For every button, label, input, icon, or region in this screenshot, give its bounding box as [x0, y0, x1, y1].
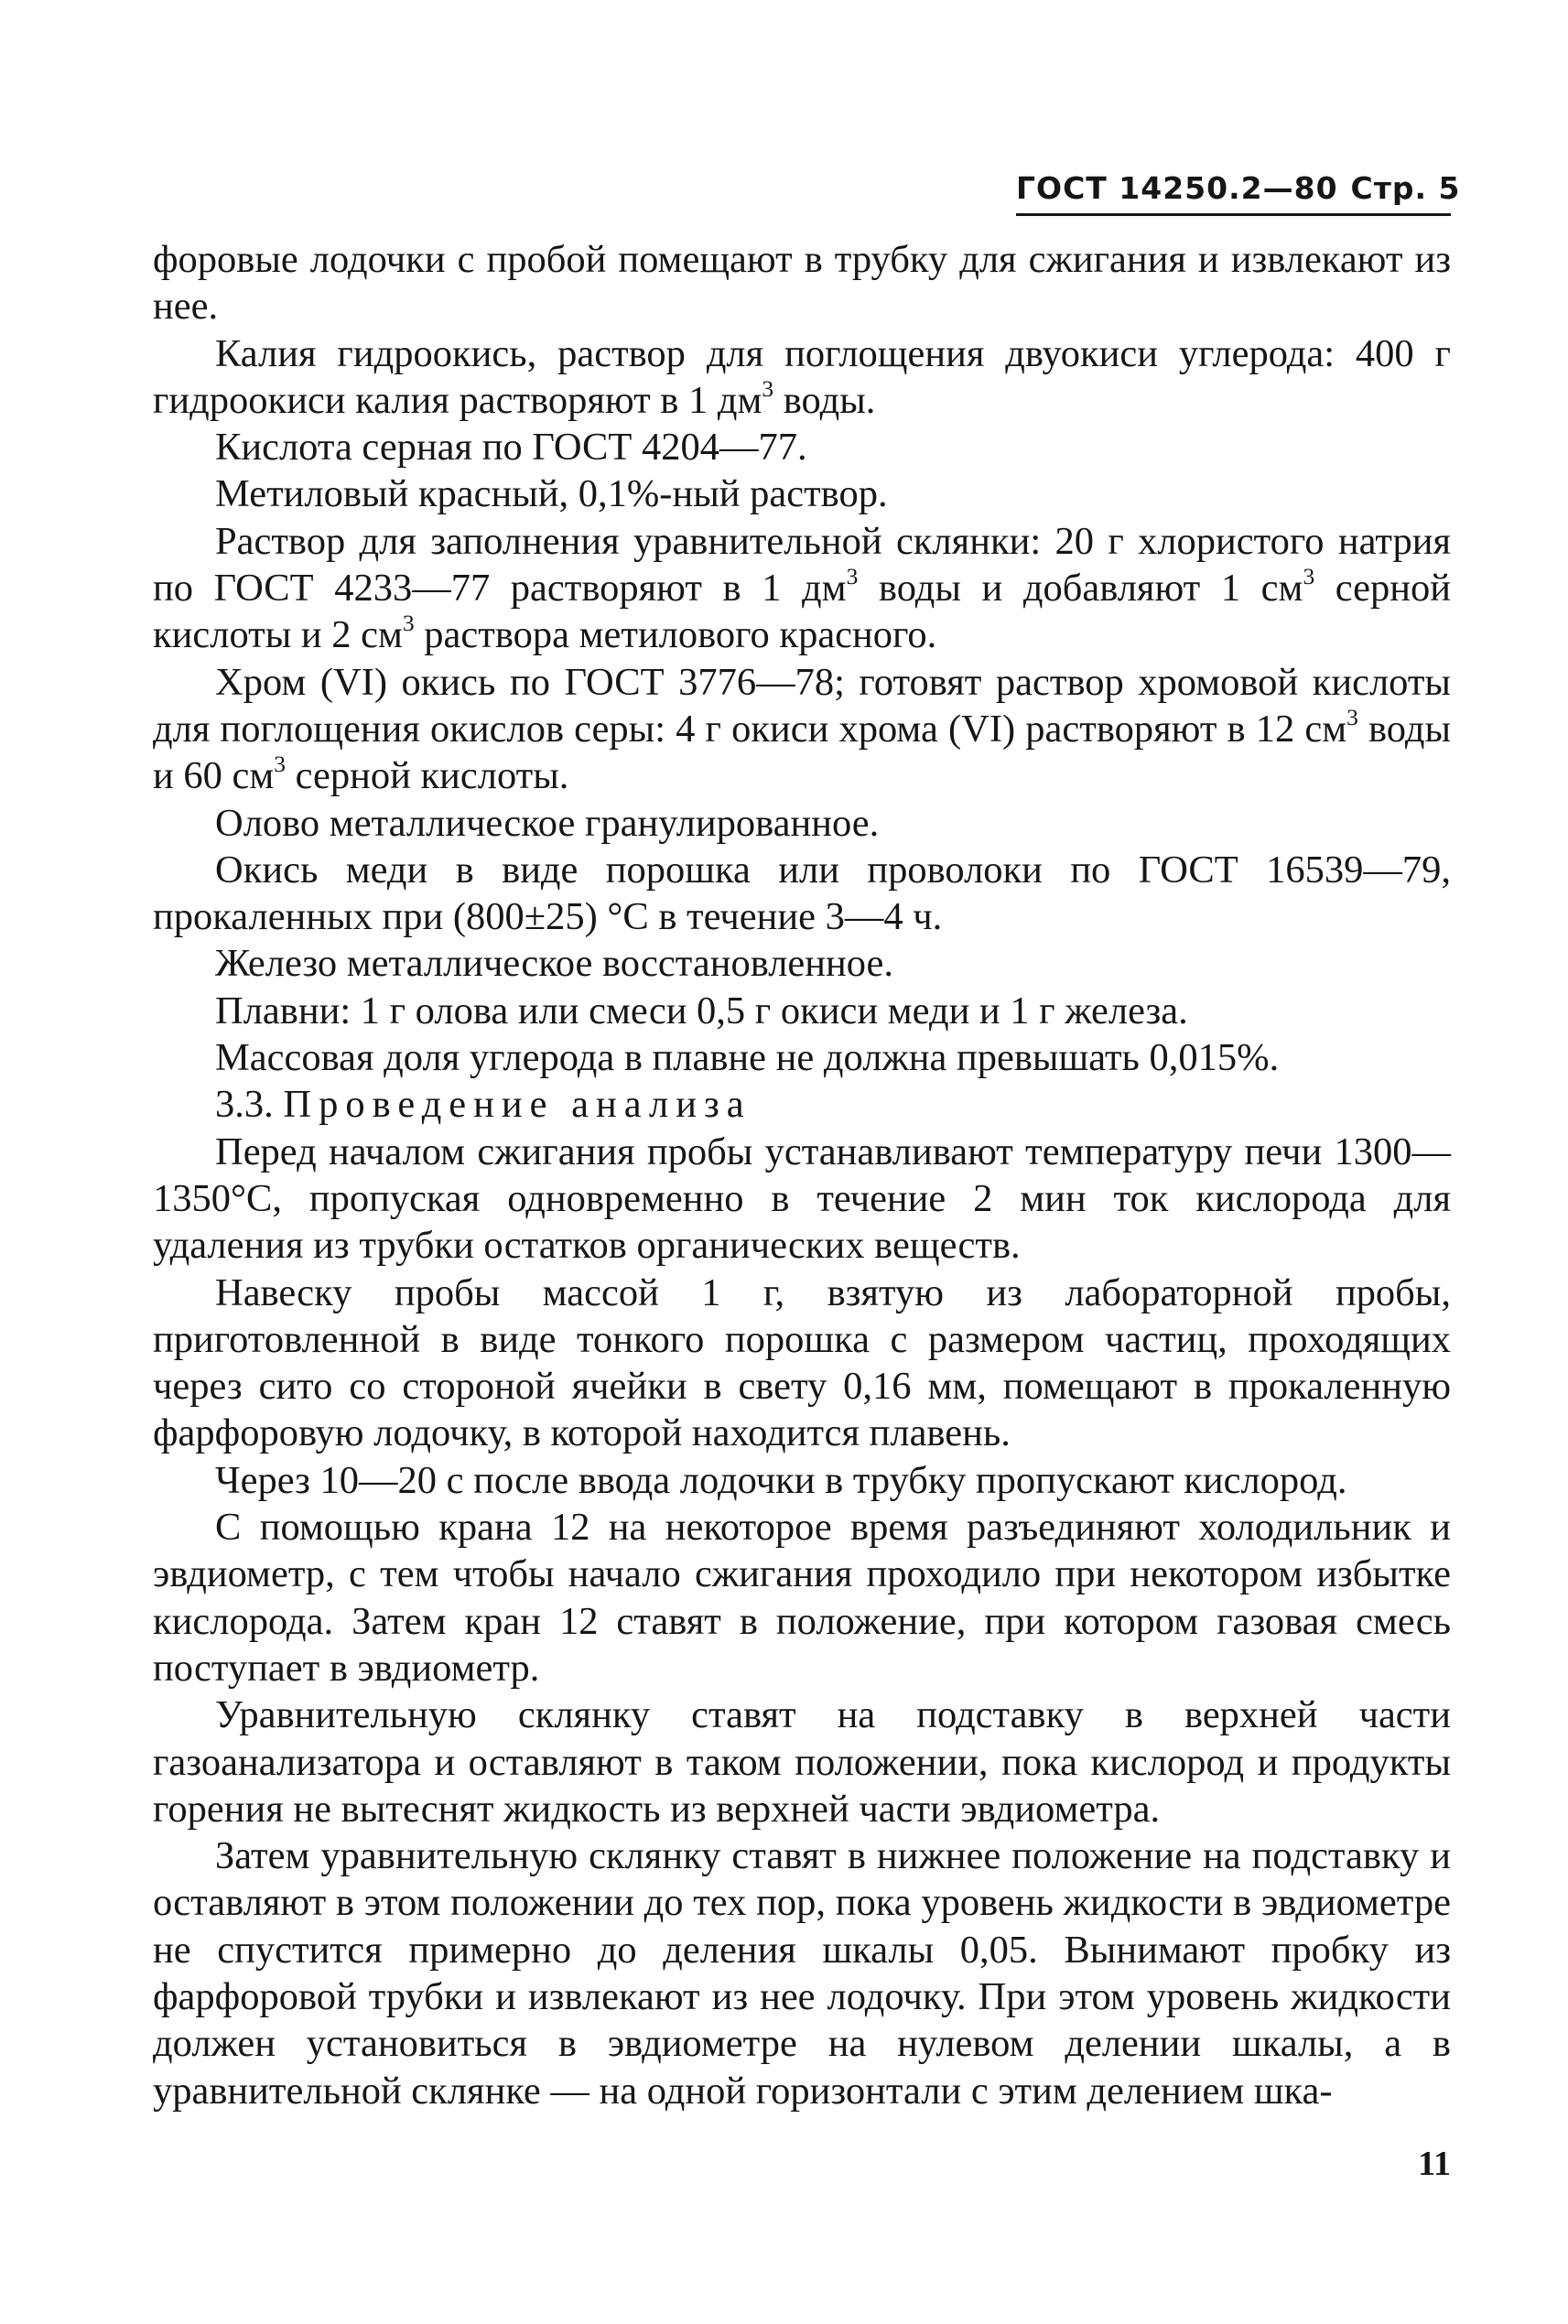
page-header — [1016, 161, 1461, 216]
header-rule — [1016, 213, 1451, 216]
paragraph: Метиловый красный, 0,1%-ный раствор. — [215, 472, 888, 516]
paragraph: Калия гидроокись, раствор для поглощения двуокиси углерода: 400 г гидроокиси калия растворяют в 1 $дм^3$ воды. — [153, 331, 1451, 422]
header-page-label: Стр. 5 — [1350, 170, 1461, 206]
paragraph: Окись меди в виде порошка или проволоки по ГОСТ 16539—79, прокаленных при (800±25) °С в течение 3—4 ч. — [153, 848, 1451, 939]
section-title: Проведение анализа — [283, 1083, 752, 1127]
body-text — [153, 236, 1451, 2114]
paragraph: Через 10—20 с после ввода лодочки в трубку пропускают кислород. — [215, 1458, 1347, 1502]
paragraph: Кислота серная по ГОСТ 4204—77. — [215, 426, 807, 470]
section-heading — [153, 1081, 1451, 1128]
paragraph: Хром (VI) окись по ГОСТ 3776—78; готовят раствор хромовой кислоты для поглощения окислов серы: 4 г окиси хрома (VI) растворяют в 12 $см^3$ воды и 60 $см^3$ серной кислоты. — [153, 660, 1452, 798]
paragraph: Перед началом сжигания пробы устанавливают температуру печи 1300—1350°С, пропуская одновременно в течение 2 мин ток кислорода для удаления из трубки остатков органических веществ. — [153, 1130, 1451, 1268]
paragraph: Массовая доля углерода в плавне не должна превышать 0,015%. — [215, 1036, 1280, 1080]
paragraph: Уравнительную склянку ставят на подставку в верхней части газоанализатора и оставляют в таком положении, пока кислород и продукты горения не вытеснят жидкость из верхней части эвдиометра. — [153, 1693, 1451, 1831]
paragraph: Раствор для заполнения уравнительной склянки: 20 г хлористого натрия по ГОСТ 4233—77 растворяют в 1 $дм^3$ воды и добавляют 1 $см^3$ серной кислоты и 2 $см^3$ раствора метилового красного. — [153, 519, 1452, 657]
paragraph: форовые лодочки с пробой помещают в трубку для сжигания и извлекают из нее. — [153, 238, 1451, 329]
paragraph: Олово металлическое гранулированное. — [215, 801, 880, 845]
standard-number: ГОСТ 14250.2—80 — [1016, 170, 1338, 206]
paragraphs-before-section — [153, 236, 1451, 1081]
paragraphs-after-section — [153, 1129, 1451, 2114]
section-number: 3.3. — [215, 1083, 274, 1127]
paragraph: Железо металлическое восстановленное. — [215, 942, 894, 986]
paragraph: Навеску пробы массой 1 г, взятую из лабораторной пробы, приготовленной в виде тонкого порошка с размером частиц, проходящих через сито со стороной ячейки в свету 0,16 мм, помещают в прокаленную фарфоровую лодочку, в которой находится плавень. — [153, 1270, 1451, 1455]
paragraph: Плавни: 1 г олова или смеси 0,5 г окиси меди и 1 г железа. — [215, 989, 1188, 1032]
page-number: 11 — [1418, 2145, 1451, 2183]
paragraph: Затем уравнительную склянку ставят в нижнее положение на подставку и оставляют в этом положении до тех пор, пока уровень жидкости в эвдиометре не спустится примерно до деления шкалы 0,05. Вынимают пробку из фарфоровой трубки и извлекают из нее лодочку. При этом уровень жидкости должен установиться в эвдиометре на нулевом делении шкалы, а в уравнительной склянке — на одной горизонтали с этим делением шка- — [153, 1834, 1451, 2113]
paragraph: С помощью крана 12 на некоторое время разъединяют холодильник и эвдиометр, с тем чтобы начало сжигания проходило при некотором избытке кислорода. Затем кран 12 ставят в положение, при котором газовая смесь поступает в эвдиометр. — [153, 1506, 1451, 1690]
